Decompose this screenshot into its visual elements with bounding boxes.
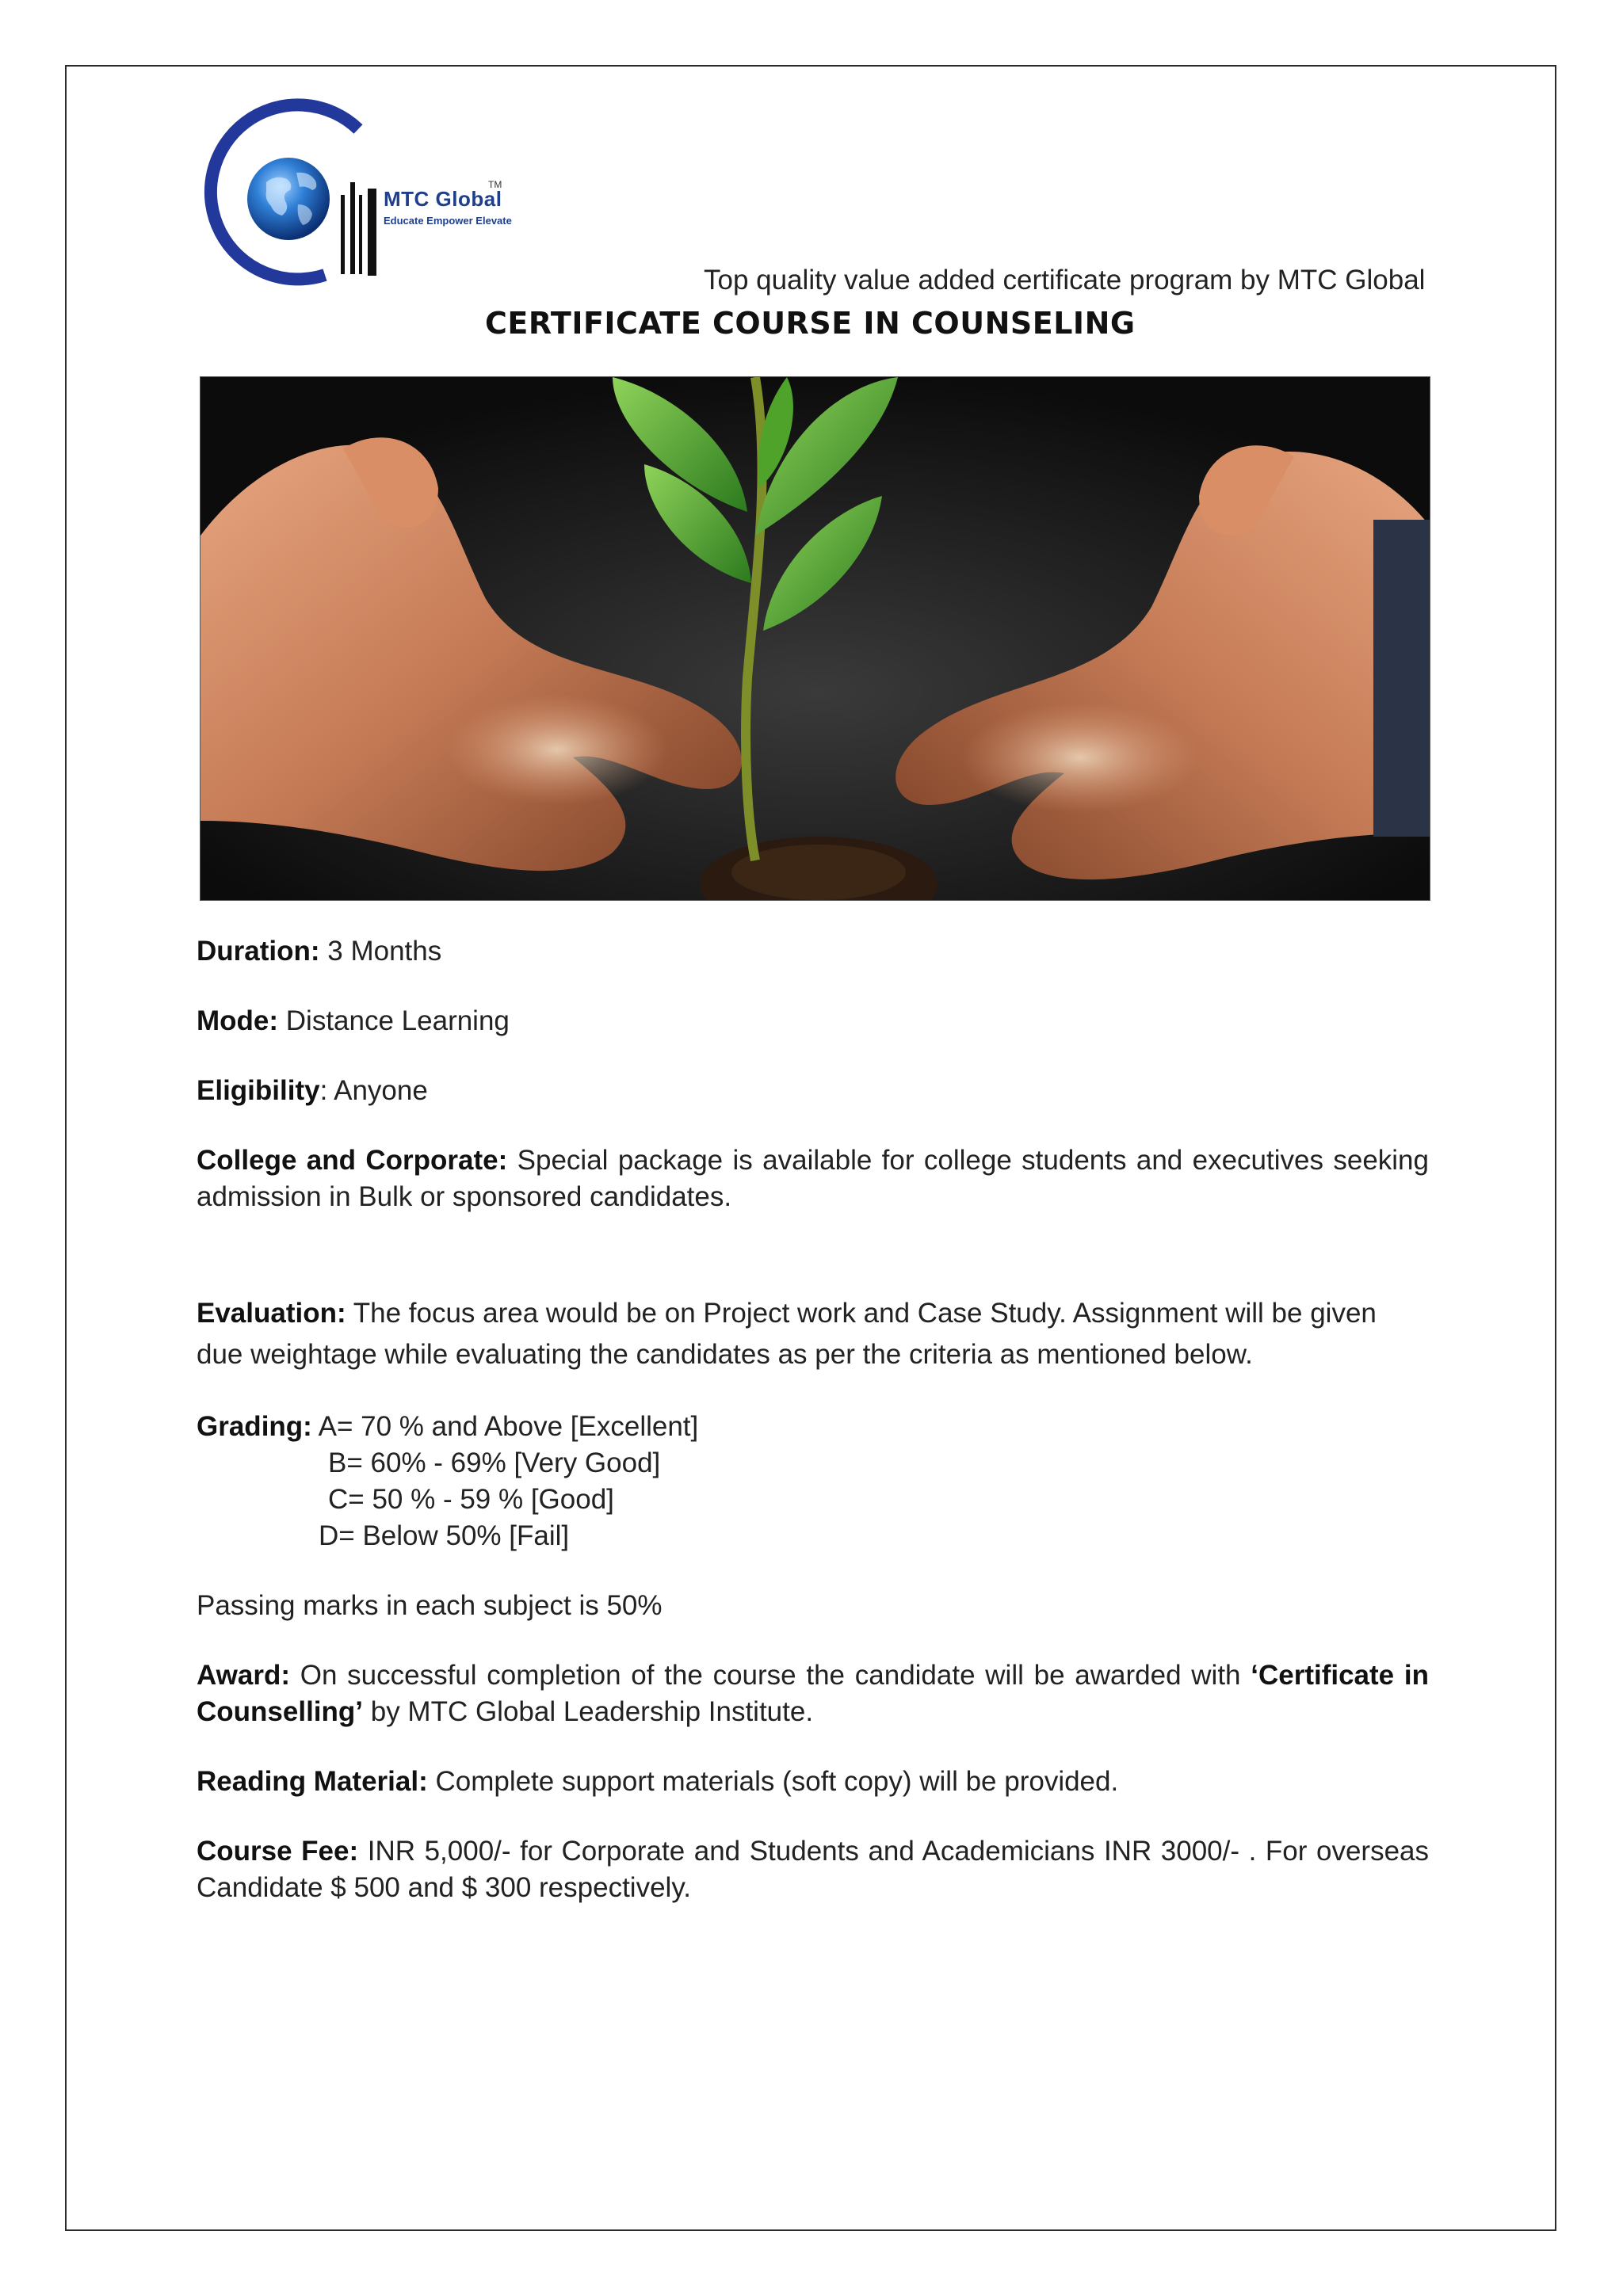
grade-a: A= 70 % and Above [Excellent] <box>311 1411 699 1442</box>
award-text-1: On successful completion of the course the candidate will be awarded with <box>290 1660 1251 1691</box>
duration-label: Duration: <box>197 936 320 967</box>
passing-marks: Passing marks in each subject is 50% <box>197 1590 663 1621</box>
course-title: CERTIFICATE COURSE IN COUNSELING <box>485 306 1136 341</box>
grade-c: C= 50 % - 59 % [Good] <box>328 1484 614 1515</box>
course-fee-row <box>197 1833 1429 1906</box>
duration-row <box>197 933 1429 970</box>
mode-value: Distance Learning <box>278 1005 510 1036</box>
eligibility-value: : Anyone <box>319 1075 428 1106</box>
course-details <box>197 933 1429 1939</box>
hero-image-hands-seedling <box>200 376 1430 901</box>
course-fee-value: INR 5,000/- for Corporate and Students and Academicians INR 3000/- . For overseas Candidate $ 500 and $ 300 respectively. <box>197 1836 1429 1903</box>
eligibility-label: Eligibility <box>197 1075 320 1106</box>
reading-material-label: Reading Material: <box>197 1766 428 1797</box>
award-row <box>197 1657 1429 1730</box>
award-certificate-name: ‘Certificate in Counselling’ <box>197 1660 1429 1727</box>
reading-material-value: Complete support materials (soft copy) will be provided. <box>427 1766 1119 1797</box>
logo-name: MTC Global <box>384 187 502 211</box>
grade-b: B= 60% - 69% [Very Good] <box>328 1447 661 1478</box>
grade-a-line <box>197 1409 1429 1445</box>
grading-label: Grading: <box>197 1411 312 1442</box>
grading-block <box>197 1409 1429 1554</box>
evaluation-row <box>197 1293 1429 1375</box>
mode-label: Mode: <box>197 1005 279 1036</box>
college-corporate-value: Special package is available for college students and executives seeking admission in Bulk or sponsored candidates. <box>197 1145 1429 1212</box>
eligibility-row <box>197 1073 1429 1109</box>
award-text-2: by MTC Global Leadership Institute. <box>363 1696 814 1727</box>
evaluation-label: Evaluation: <box>197 1298 346 1329</box>
mode-row <box>197 1003 1429 1039</box>
program-tagline: Top quality value added certificate program by MTC Global <box>704 265 1426 296</box>
logo-text <box>384 187 512 227</box>
evaluation-value: The focus area would be on Project work and Case Study. Assignment will be given due weightage while evaluating the candidates as per the criteria as mentioned below. <box>197 1298 1377 1370</box>
reading-material-row <box>197 1764 1429 1800</box>
logo-tagline: Educate Empower Elevate <box>384 215 512 227</box>
college-corporate-label: College and Corporate: <box>197 1145 508 1176</box>
college-corporate-row <box>197 1142 1429 1215</box>
award-label: Award: <box>197 1660 290 1691</box>
duration-value: 3 Months <box>319 936 442 967</box>
grade-d: D= Below 50% [Fail] <box>319 1520 570 1551</box>
course-fee-label: Course Fee: <box>197 1836 359 1867</box>
trademark-mark: TM <box>488 179 502 190</box>
